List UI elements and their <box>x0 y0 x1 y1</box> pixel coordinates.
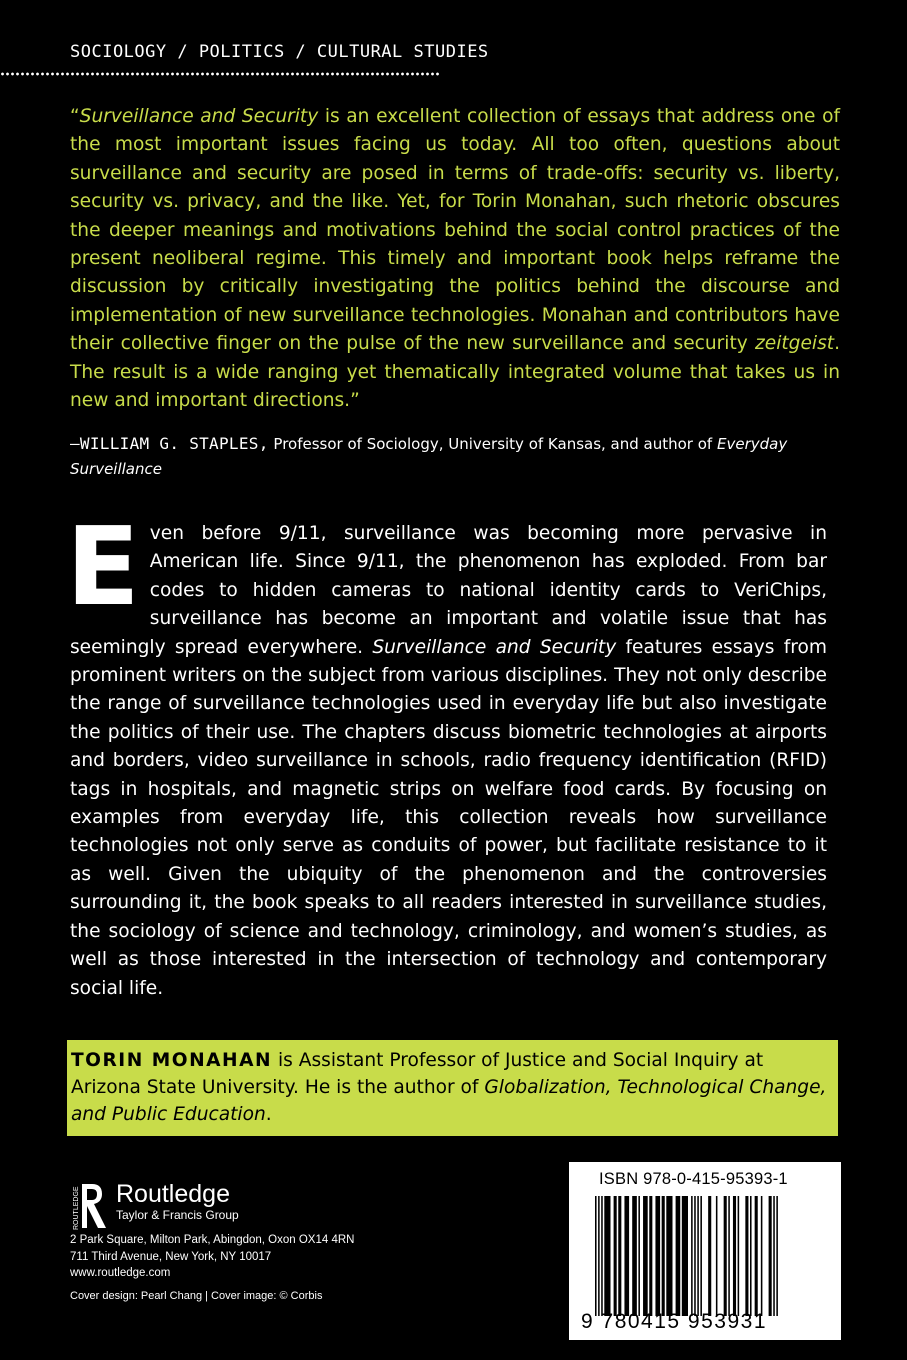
barcode-bar <box>694 1196 696 1316</box>
endorsement-attribution <box>70 431 860 482</box>
barcode-digits: 9 780415 953931 <box>581 1310 767 1333</box>
routledge-logo-icon <box>70 1180 110 1232</box>
barcode-bar <box>632 1196 637 1316</box>
publisher-group: Taylor & Francis Group <box>116 1208 239 1222</box>
description-book-title: Surveillance and Security <box>372 636 617 658</box>
publisher-address-us: 711 Third Avenue, New York, NY 10017 <box>70 1250 272 1263</box>
quote-text-1: is an excellent collection of essays that address one of the most important issues facing us today. All too often, questions about surveillance and security are posed in terms of trade-offs: security vs. liberty, security vs. privacy, and the like. Yet, for Torin Monahan, such rhetoric obscures the deeper meanings and motivations behind the social control practices of the present neoliberal regime. This timely and important book helps reframe the discussion by critically investigating the politics behind the discourse and implementation of new surveillance technologies. Monahan and contributors have their collective finger on the pulse of the new surveillance and security <box>70 106 841 355</box>
barcode-bar <box>738 1196 740 1316</box>
barcode-bar <box>773 1196 775 1316</box>
barcode-bar <box>676 1196 681 1316</box>
author-bio-box <box>67 1040 838 1136</box>
barcode-bar <box>638 1196 640 1316</box>
publisher-names <box>116 1180 239 1222</box>
barcode-bar <box>769 1196 772 1316</box>
barcode-bar <box>733 1196 736 1316</box>
barcode-bar <box>700 1196 702 1316</box>
barcode-bar <box>682 1196 688 1316</box>
barcode-bar <box>595 1196 597 1316</box>
barcode-bar <box>601 1196 603 1316</box>
barcode-bar <box>649 1196 652 1316</box>
barcode-bar <box>776 1196 778 1316</box>
barcode-bar <box>614 1196 617 1316</box>
barcode-bar <box>624 1196 629 1316</box>
barcode-bar <box>691 1196 693 1316</box>
barcode-bar <box>666 1196 672 1316</box>
dotted-divider <box>0 72 440 76</box>
category-label: SOCIOLOGY / POLITICS / CULTURAL STUDIES <box>70 42 489 62</box>
barcode-bars <box>593 1196 817 1316</box>
author-bio: is Assistant Professor of Justice and Social Inquiry at Arizona State University. He is the author of <box>71 1050 764 1098</box>
endorser-name: —WILLIAM G. STAPLES, <box>70 434 269 453</box>
barcode-bar <box>728 1196 730 1316</box>
endorser-book: Everyday Surveillance <box>70 435 788 478</box>
barcode-bar <box>598 1196 600 1316</box>
drop-cap: E <box>66 505 140 630</box>
barcode-bar <box>761 1196 763 1316</box>
endorsement-quote <box>70 103 840 415</box>
barcode-bar <box>750 1196 752 1316</box>
barcode-bar <box>655 1196 660 1316</box>
book-description <box>66 505 828 1003</box>
author-book: Globalization, Technological Change, and Public Education <box>71 1077 827 1125</box>
publisher-name: Routledge <box>116 1180 230 1208</box>
barcode-bar <box>724 1196 727 1316</box>
quote-book-title: Surveillance and Security <box>79 106 319 127</box>
cover-credits: Cover design: Pearl Chang | Cover image: © Corbis <box>70 1289 323 1302</box>
publisher-block <box>70 1180 430 1302</box>
isbn-number: ISBN 978-0-415-95393-1 <box>599 1170 788 1188</box>
publisher-address-uk: 2 Park Square, Milton Park, Abingdon, Oxon OX14 4RN <box>70 1234 355 1246</box>
barcode-bar <box>755 1196 758 1316</box>
isbn-barcode <box>569 1162 841 1340</box>
routledge-logo-text: ROUTLEDGE <box>73 1186 80 1230</box>
barcode-bar <box>604 1196 610 1316</box>
barcode-bar <box>708 1196 711 1316</box>
publisher-logo-row <box>70 1180 430 1232</box>
description-text-1: ven before 9/11, surveillance was becoming more pervasive in American life. Since 9/11, the phenomenon has exploded. From bar codes to hidden cameras to national identity cards to VeriChips, surveillance has become an important and volatile issue that has seemingly spread everywhere. <box>70 523 827 658</box>
publisher-website: www.routledge.com <box>70 1267 171 1279</box>
barcode-bar <box>697 1196 699 1316</box>
barcode-bar <box>643 1196 648 1316</box>
barcode-bar <box>662 1196 665 1316</box>
description-text-2: features essays from prominent writers on the subject from various disciplines. They not only describe the range of surveillance technologies used in everyday life but also investigate the politics of their use. The chapters discuss biometric technologies at airports and borders, video surveillance in schools, radio frequency identification (RFID) tags in hospitals, and magnetic strips on welfare food cards. By focusing on examples from everyday life, this collection reveals how surveillance technologies not only serve as conduits of power, but facilitate resistance to it as well. Given the ubiquity of the phenomenon and the controversies surrounding it, the book speaks to all readers interested in surveillance studies, the sociology of science and technology, criminology, and women’s studies, as well as those interested in the intersection of technology and contemporary social life. <box>70 636 828 999</box>
endorser-title: Professor of Sociology, University of Kansas, and author of <box>268 435 717 453</box>
quote-text-2: . The result is a wide ranging yet thematically integrated volume that takes us in new and important directions.” <box>70 333 840 412</box>
barcode-bar <box>618 1196 621 1316</box>
author-name: TORIN MONAHAN <box>71 1050 273 1071</box>
author-bio-end: . <box>265 1104 272 1125</box>
barcode-bar <box>745 1196 748 1316</box>
barcode-bar <box>716 1196 718 1316</box>
quote-open-mark: “ <box>70 106 80 127</box>
quote-zeitgeist: zeitgeist <box>755 333 835 355</box>
